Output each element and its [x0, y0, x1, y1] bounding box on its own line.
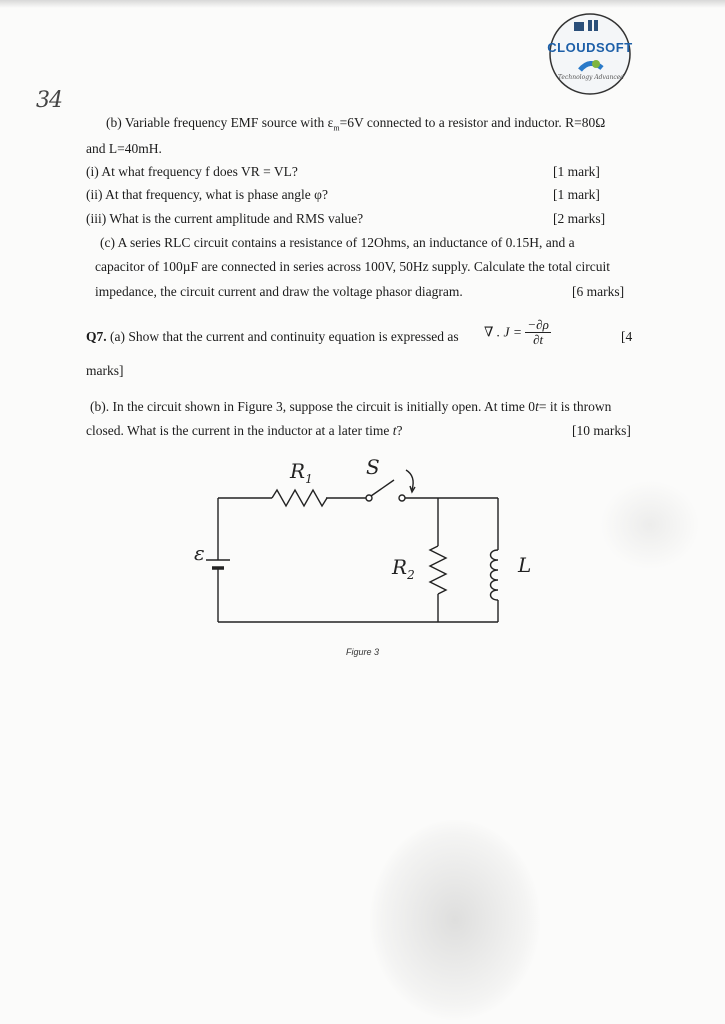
- q6b-item-i: (i) At what frequency f does VR = VL?: [86, 164, 298, 179]
- q6c-line3: impedance, the circuit current and draw the voltage phasor diagram.: [95, 284, 463, 299]
- label-inductor: L: [518, 553, 532, 577]
- logo-tagline: Technology Advanced: [557, 74, 625, 81]
- label-r1: $R_1$: [290, 459, 313, 486]
- switch-contact-right: [399, 495, 405, 501]
- q7a-line: Q7. (a) Show that the current and continuity equation is expressed as: [86, 329, 459, 344]
- q7a-equation: ∇ . J = $\frac{-\partial\rho}{\partial t}$: [484, 317, 549, 347]
- q6b-item-ii-marks: [1 mark]: [553, 187, 600, 202]
- q6b-item-iii: (iii) What is the current amplitude and RMS value?: [86, 211, 364, 226]
- q6b-item-i-marks: [1 mark]: [553, 164, 600, 179]
- q7b-marks: [10 marks]: [572, 423, 631, 438]
- inductor-symbol: [491, 550, 499, 600]
- scan-smudge: [600, 480, 700, 570]
- logo-text: CLOUDSOFT: [547, 40, 633, 55]
- q6b-item-iii-marks: [2 marks]: [553, 211, 606, 226]
- figure-caption: Figure 3: [346, 647, 380, 657]
- switch-arrow: [406, 470, 413, 490]
- q7a-marks-close: marks]: [86, 363, 124, 378]
- q7-label: Q7.: [86, 329, 107, 344]
- resistor-r2-symbol: [430, 546, 446, 594]
- label-switch: S: [366, 455, 380, 479]
- cloudsoft-logo: [548, 12, 632, 96]
- q7a-marks-open: [4: [621, 329, 633, 344]
- q6c-marks: [6 marks]: [572, 284, 625, 299]
- q6b-line2: and L=40mH.: [86, 141, 162, 156]
- handwritten-page-number: 34: [36, 88, 62, 113]
- scan-smudge: [0, 0, 725, 8]
- label-emf: ε: [194, 541, 205, 565]
- q6b-item-ii: (ii) At that frequency, what is phase angle φ?: [86, 187, 328, 202]
- circuit-diagram: [180, 450, 560, 635]
- label-r2: $R_2$: [392, 555, 415, 582]
- switch-lever: [371, 480, 394, 496]
- q7b-line1: (b). In the circuit shown in Figure 3, suppose the circuit is initially open. At time 0t= it is thrown: [90, 399, 612, 414]
- q7b-line2: closed. What is the current in the inductor at a later time t?: [86, 423, 403, 438]
- q6c-line1: (c) A series RLC circuit contains a resistance of 12Ohms, an inductance of 0.15H, and a: [100, 235, 575, 250]
- resistor-r1-symbol: [272, 490, 327, 506]
- q6b-line1: (b) Variable frequency EMF source with $\varepsilon_m=6V$ connected to a resistor and inductor. R=80Ω: [106, 115, 606, 133]
- scan-smudge: [370, 820, 540, 1020]
- q6c-line2: capacitor of 100µF are connected in series across 100V, 50Hz supply. Calculate the total circuit: [95, 259, 610, 274]
